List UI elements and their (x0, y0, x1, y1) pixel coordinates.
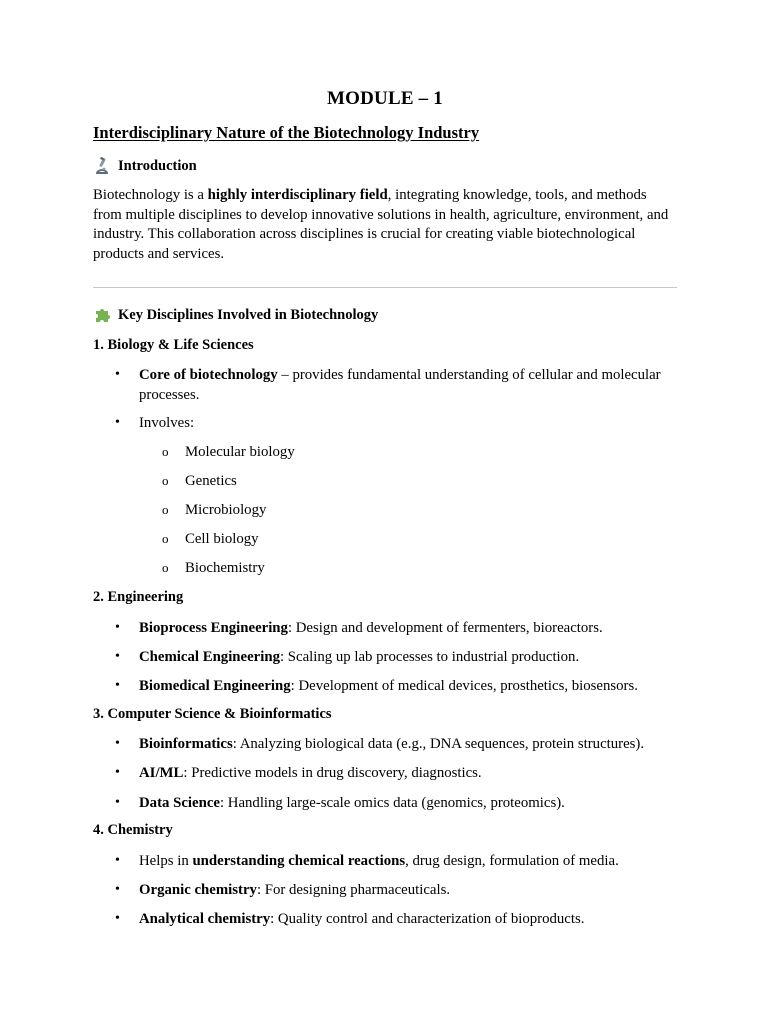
bullet-marker: • (115, 736, 120, 751)
list-item-text: , drug design, formulation of media. (405, 853, 619, 869)
intro-bold-1: highly interdisciplinary field (207, 187, 388, 203)
list-item-bold: Chemical Engineering (139, 649, 280, 665)
section-heading-computer-science: 3. Computer Science & Bioinformatics (93, 706, 332, 722)
bullet-marker: • (115, 367, 120, 382)
section-heading-engineering: 2. Engineering (93, 589, 184, 605)
bullet-marker: • (115, 882, 120, 897)
list-item-text: : Predictive models in drug discovery, diagnostics. (183, 765, 482, 781)
list-item-bold: AI/ML (139, 765, 184, 781)
bullet-marker: • (115, 620, 120, 635)
sub-bullet-marker: o (162, 473, 169, 488)
list-item (115, 734, 677, 754)
list-item-text-pre: Helps in (139, 853, 193, 869)
list-item-bold: Analytical chemistry (139, 911, 271, 927)
puzzle-piece-icon (93, 306, 111, 324)
sub-bullet-marker: o (162, 560, 169, 575)
bullet-marker: • (115, 765, 120, 780)
list-item-text: : Handling large-scale omics data (genomics, proteomics). (219, 795, 565, 811)
list-item (115, 676, 677, 696)
list-item (115, 793, 677, 813)
sub-list-item (162, 442, 295, 462)
section-heading-chemistry: 4. Chemistry (93, 822, 173, 838)
horizontal-divider (93, 287, 677, 288)
sub-bullet-marker: o (162, 502, 169, 517)
microscope-icon (93, 157, 111, 175)
key-disciplines-heading (93, 306, 378, 324)
list-item (115, 880, 677, 900)
introduction-heading-label: Introduction (118, 157, 197, 174)
list-item-text: – provides fundamental understanding of cellular and molecular processes. (139, 367, 661, 403)
list-item (115, 647, 677, 667)
sub-list-item-text: Microbiology (185, 502, 267, 518)
list-item (115, 909, 677, 929)
sub-list-item (162, 471, 237, 491)
bullet-marker: • (115, 853, 120, 868)
introduction-heading (93, 157, 197, 175)
list-item-bold: Bioinformatics (139, 736, 233, 752)
list-item-bold: Organic chemistry (139, 882, 257, 898)
list-item (115, 413, 677, 433)
list-item-text: : Scaling up lab processes to industrial production. (279, 649, 580, 665)
list-item-text: : Development of medical devices, prosthetics, biosensors. (290, 678, 638, 694)
list-item-bold: Bioprocess Engineering (139, 620, 288, 636)
sub-list-item-text: Genetics (185, 473, 237, 489)
sub-list-item-text: Biochemistry (185, 560, 265, 576)
list-item-text: : For designing pharmaceuticals. (256, 882, 451, 898)
intro-text-1: Biotechnology is a (93, 187, 208, 203)
module-title: MODULE – 1 (327, 88, 443, 109)
document-subtitle: Interdisciplinary Nature of the Biotechnology Industry (93, 123, 480, 142)
intro-text-2: , integrating knowledge, tools, and methods from multiple disciplines to develop innovative solutions in health, agriculture, environment, and industry. This collaboration across disciplines is crucial for creating viable biotechnological products and services. (93, 187, 669, 262)
sub-bullet-marker: o (162, 531, 169, 546)
bullet-marker: • (115, 795, 120, 810)
list-item-text: Involves: (139, 415, 195, 431)
list-item-text: : Analyzing biological data (e.g., DNA sequences, protein structures). (232, 736, 645, 752)
list-item-text: : Quality control and characterization of bioproducts. (270, 911, 585, 927)
list-item-bold: Core of biotechnology (139, 367, 278, 383)
bullet-marker: • (115, 911, 120, 926)
sub-list-item-text: Cell biology (185, 531, 259, 547)
list-item (115, 763, 677, 783)
list-item (115, 618, 677, 638)
bullet-marker: • (115, 415, 120, 430)
list-item (115, 365, 677, 405)
list-item (115, 851, 677, 871)
sub-bullet-marker: o (162, 444, 169, 459)
section-heading-biology: 1. Biology & Life Sciences (93, 337, 254, 353)
sub-list-item (162, 529, 259, 549)
bullet-marker: • (115, 649, 120, 664)
sub-list-item (162, 500, 266, 520)
list-item-bold: understanding chemical reactions (192, 853, 406, 869)
list-item-text: : Design and development of fermenters, bioreactors. (287, 620, 603, 636)
sub-list-item (162, 558, 265, 578)
sub-list-item-text: Molecular biology (185, 444, 295, 460)
list-item-bold: Biomedical Engineering (139, 678, 291, 694)
key-disciplines-heading-label: Key Disciplines Involved in Biotechnology (118, 306, 379, 323)
list-item-bold: Data Science (139, 795, 220, 811)
bullet-marker: • (115, 678, 120, 693)
introduction-paragraph (93, 186, 677, 264)
